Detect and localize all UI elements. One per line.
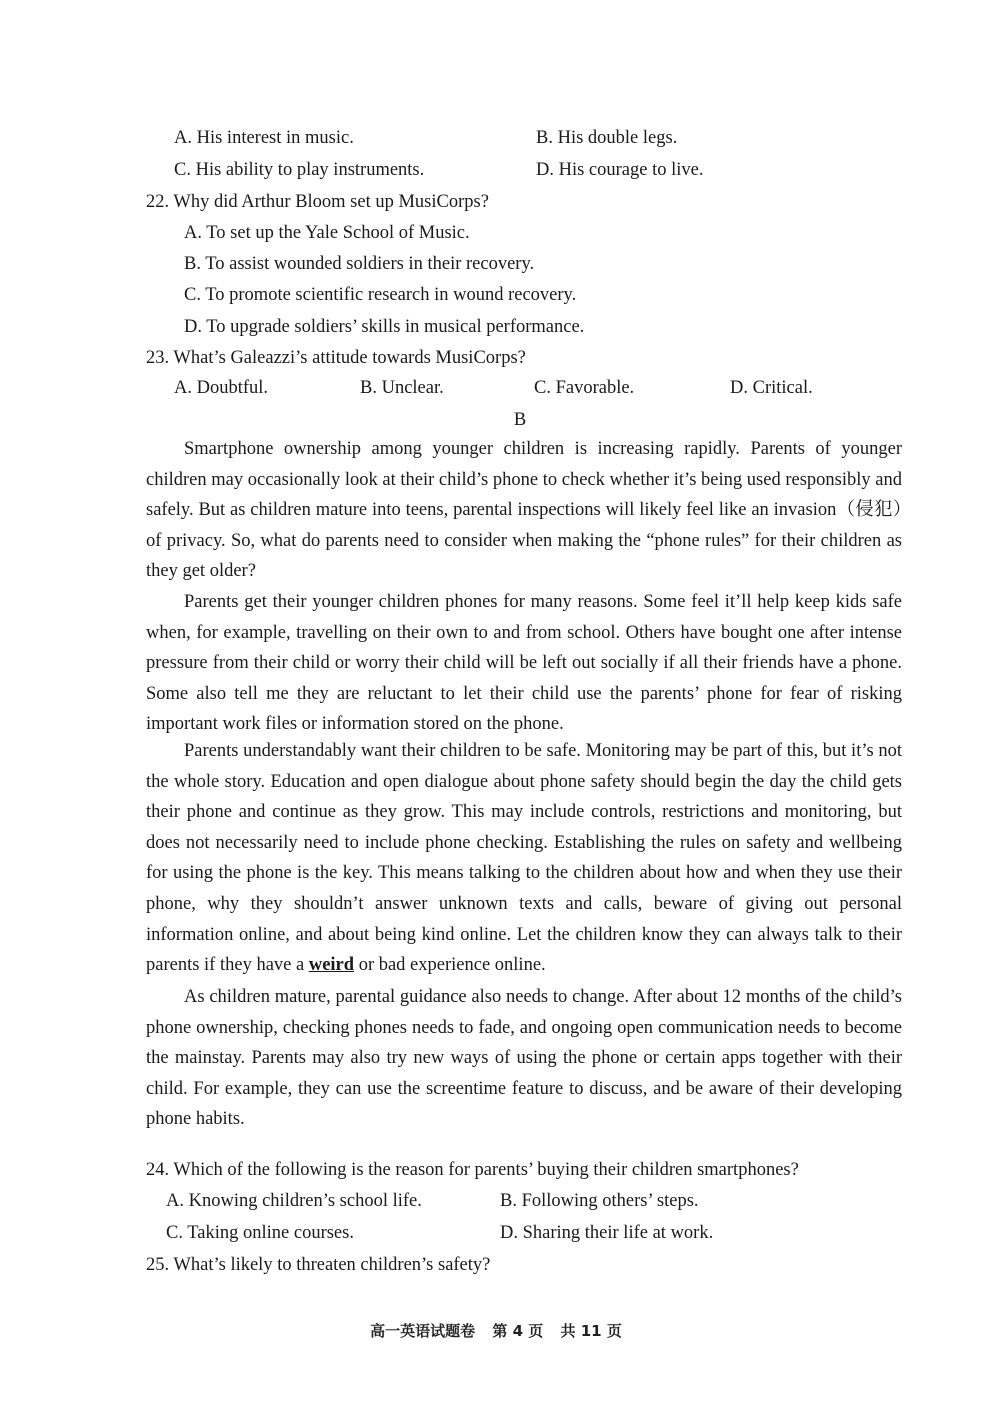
section-heading: B [513,410,527,430]
passage-paragraph-4: As children mature, parental guidance also needs to change. After about 12 months of the child’s phone ownership, checking phones needs to fade, and ongoing open communication needs to become the mainstay. Parents may also try new ways of using the phone or certain apps together with their child. For example, they can use the screentime feature to discuss, and be aware of their developing phone habits. [146,987,902,1130]
footer-title: 高一英语试题卷 [370,1322,476,1340]
paragraph-3-end: or bad experience online. [354,955,546,976]
q23-stem: 23. What’s Galeazzi’s attitude towards MusiCorps? [146,348,526,368]
q22-option-d: D. To upgrade soldiers’ skills in musical performance. [184,317,585,337]
footer-page-number: 第 4 页 [492,1322,544,1340]
q22-stem: 22. Why did Arthur Bloom set up MusiCorps? [146,192,489,212]
q24-option-c: C. Taking online courses. [166,1223,354,1243]
paragraph-3-text: Parents understandably want their children to be safe. Monitoring may be part of this, but it’s not the whole story. Education and open dialogue about phone safety should begin the day the child gets their phone and continue as they grow. This may include controls, restrictions and monitoring, but does not necessarily need to include phone checking. Establishing the rules on safety and wellbeing for using the phone is the key. This means talking to the children about how and when they use their phone, why they shouldn’t answer unknown texts and calls, beware of giving out personal information online, and about being kind online. Let the children know they can always talk to their parents if they have a [146,741,902,976]
q21-option-a: A. His interest in music. [174,128,354,148]
passage-paragraph-3 [146,736,902,981]
q23-option-b: B. Unclear. [360,378,444,398]
footer-total-pages: 共 11 页 [560,1322,622,1340]
q22-option-c: C. To promote scientific research in wound recovery. [184,285,577,305]
q23-option-d: D. Critical. [730,378,813,398]
q24-option-b: B. Following others’ steps. [500,1191,699,1211]
passage-paragraph-2: Parents get their younger children phones for many reasons. Some feel it’ll help keep kids safe when, for example, travelling on their own to and from school. Others have bought one after intense pressure from their child or worry their child will be left out socially if all their friends have a phone. Some also tell me they are reluctant to let their child use the parents’ phone for fear of risking important work files or information stored on the phone. [146,592,902,735]
q21-option-d: D. His courage to live. [536,160,704,180]
q23-option-a: A. Doubtful. [174,378,269,398]
passage-paragraph-1: Smartphone ownership among younger children is increasing rapidly. Parents of younger children may occasionally look at their child’s phone to check whether it’s being used responsibly and safely. But as children mature into teens, parental inspections will likely feel like an invasion（侵犯）of privacy. So, what do parents need to consider when making the “phone rules” for their children as they get older? [146,439,902,582]
q24-stem: 24. Which of the following is the reason for parents’ buying their children smartphones? [146,1160,799,1180]
q21-option-b: B. His double legs. [536,128,678,148]
q24-option-d: D. Sharing their life at work. [500,1223,714,1243]
q22-option-a: A. To set up the Yale School of Music. [184,223,470,243]
q23-option-c: C. Favorable. [534,378,635,398]
q21-option-c: C. His ability to play instruments. [174,160,425,180]
q24-option-a: A. Knowing children’s school life. [166,1191,422,1211]
underlined-word-weird: weird [308,955,355,976]
q25-stem: 25. What’s likely to threaten children’s safety? [146,1255,491,1275]
q22-option-b: B. To assist wounded soldiers in their recovery. [184,254,535,274]
page-footer [0,1320,992,1341]
